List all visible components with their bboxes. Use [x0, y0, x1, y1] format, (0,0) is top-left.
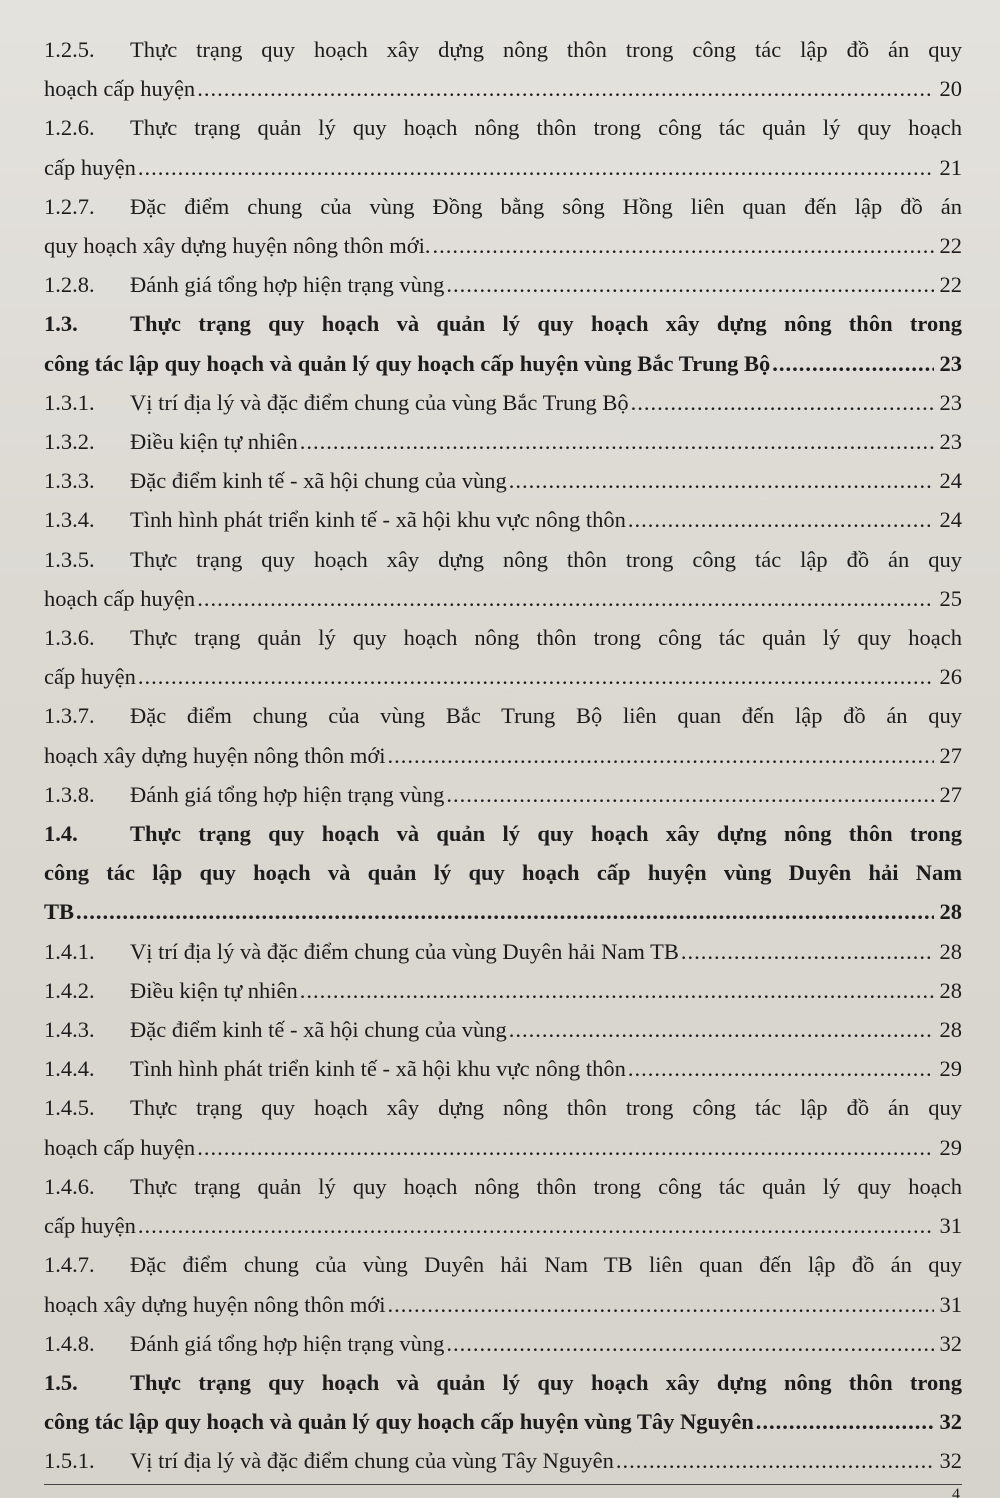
toc-subsection-entry: [44, 265, 962, 304]
toc-entry-title: Đặc điểm chung của vùng Bắc Trung Bộ liên quan đến lập đồ án quy: [130, 703, 962, 729]
toc-entry-line: [44, 344, 962, 383]
toc-entry-line: [44, 1245, 962, 1284]
toc-entry-line: [44, 932, 962, 971]
toc-entry-line: [44, 618, 962, 657]
toc-entry-line: [44, 892, 962, 931]
toc-entry-page-number: 21: [939, 154, 962, 180]
toc-subsection-entry: [44, 108, 962, 186]
toc-entry-title-continued: hoạch xây dựng huyện nông thôn mới: [44, 742, 386, 768]
toc-entry-page-number: 32: [939, 1448, 962, 1474]
toc-entry-title-continued: cấp huyện: [44, 154, 136, 180]
toc-entry-line: [44, 187, 962, 226]
toc-entry-number: 1.3.3.: [44, 468, 95, 494]
toc-entry-page-number: 22: [939, 272, 962, 298]
toc-entry-number: 1.5.: [44, 1369, 78, 1395]
toc-entry-title: Thực trạng quy hoạch và quản lý quy hoạch xây dựng nông thôn trong: [130, 311, 962, 337]
toc-entry-page-number: 23: [939, 350, 962, 376]
toc-entry-number: 1.3.1.: [44, 389, 95, 415]
dot-leader: [628, 1049, 934, 1088]
toc-entry-title: Thực trạng quản lý quy hoạch nông thôn trong công tác quản lý quy hoạch: [130, 625, 962, 651]
toc-entry-title: Đánh giá tổng hợp hiện trạng vùng: [130, 272, 445, 298]
toc-entry-page-number: 28: [939, 938, 962, 964]
footer-page-number: 4: [952, 1486, 960, 1498]
toc-entry-page-number: 22: [939, 233, 962, 259]
toc-entry-line: [44, 775, 962, 814]
toc-entry-title-continued: quy hoạch xây dựng huyện nông thôn mới.: [44, 233, 431, 259]
toc-entry-title: Thực trạng quy hoạch và quản lý quy hoạch xây dựng nông thôn trong: [130, 821, 962, 847]
toc-subsection-entry: [44, 383, 962, 422]
toc-entry-title: Vị trí địa lý và đặc điểm chung của vùng Bắc Trung Bộ: [130, 389, 629, 415]
toc-entry-line: [44, 1167, 962, 1206]
toc-subsection-entry: [44, 1324, 962, 1363]
toc-entry-title: Thực trạng quy hoạch xây dựng nông thôn trong công tác lập đồ án quy: [130, 546, 962, 572]
toc-entry-number: 1.4.: [44, 821, 78, 847]
toc-entry-number: 1.3.6.: [44, 625, 95, 651]
dot-leader: [388, 1285, 934, 1324]
toc-entry-number: 1.3.: [44, 311, 78, 337]
toc-entry-line: [44, 226, 962, 265]
toc-entry-title: Đánh giá tổng hợp hiện trạng vùng: [130, 1330, 445, 1356]
dot-leader: [138, 657, 934, 696]
dot-leader: [616, 1441, 934, 1480]
toc-entry-title: Điều kiện tự nhiên: [130, 977, 298, 1003]
toc-subsection-entry: [44, 1049, 962, 1088]
toc-entry-title-continued: hoạch cấp huyện: [44, 1134, 196, 1160]
toc-entry-number: 1.4.3.: [44, 1017, 95, 1043]
toc-entry-title-continued: cấp huyện: [44, 664, 136, 690]
toc-subsection-entry: [44, 932, 962, 971]
toc-subsection-entry: [44, 696, 962, 774]
dot-leader: [197, 579, 934, 618]
toc-entry-page-number: 28: [939, 899, 962, 925]
toc-subsection-entry: [44, 540, 962, 618]
toc-entry-page-number: 23: [939, 389, 962, 415]
toc-subsection-entry: [44, 1010, 962, 1049]
toc-entry-number: 1.2.5.: [44, 37, 95, 62]
toc-subsection-entry: [44, 971, 962, 1010]
toc-entry-title: Thực trạng quản lý quy hoạch nông thôn trong công tác quản lý quy hoạch: [130, 1173, 962, 1199]
dot-leader: [756, 1402, 934, 1441]
toc-entry-page-number: 25: [939, 585, 962, 611]
toc-entry-title-continued: hoạch xây dựng huyện nông thôn mới: [44, 1291, 386, 1317]
toc-entry-line: [44, 1441, 962, 1480]
dot-leader: [138, 148, 934, 187]
toc-entry-line: [44, 500, 962, 539]
dot-leader: [446, 775, 934, 814]
toc-entry-number: 1.4.8.: [44, 1330, 95, 1356]
toc-entry-title: Thực trạng quy hoạch xây dựng nông thôn trong công tác lập đồ án quy: [130, 37, 962, 62]
toc-entry-title-continued: hoạch cấp huyện: [44, 585, 196, 611]
toc-subsection-entry: [44, 500, 962, 539]
toc-entry-page-number: 32: [939, 1330, 962, 1356]
dot-leader: [76, 892, 934, 931]
toc-entry-number: 1.4.7.: [44, 1252, 95, 1278]
toc-entry-title: Đánh giá tổng hợp hiện trạng vùng: [130, 781, 445, 807]
dot-leader: [509, 1010, 934, 1049]
toc-entry-number: 1.2.7.: [44, 193, 95, 219]
toc-entry-title: Đặc điểm kinh tế - xã hội chung của vùng: [130, 1017, 507, 1043]
toc-entry-title: Điều kiện tự nhiên: [130, 429, 298, 455]
toc-entry-line: [44, 814, 962, 853]
dot-leader: [138, 1206, 934, 1245]
toc-entry-page-number: 28: [939, 977, 962, 1003]
toc-subsection-entry: [44, 1088, 962, 1166]
toc-entry-line: [44, 696, 962, 735]
dot-leader: [772, 344, 934, 383]
toc-entry-page-number: 31: [939, 1291, 962, 1317]
toc-section-entry: [44, 1363, 962, 1441]
toc-entry-page-number: 31: [939, 1213, 962, 1239]
toc-entry-line: [44, 148, 962, 187]
toc-entry-title: Thực trạng quản lý quy hoạch nông thôn trong công tác quản lý quy hoạch: [130, 115, 962, 141]
toc-entry-title: Đặc điểm kinh tế - xã hội chung của vùng: [130, 468, 507, 494]
toc-entry-number: 1.4.6.: [44, 1173, 95, 1199]
toc-entry-line: [44, 1324, 962, 1363]
toc-entry-title-continued: công tác lập quy hoạch và quản lý quy hoạch cấp huyện vùng Duyên hải Nam: [44, 860, 962, 886]
toc-entry-number: 1.3.7.: [44, 703, 95, 729]
toc-entry-line: [44, 422, 962, 461]
toc-entry-page-number: 23: [939, 429, 962, 455]
toc-entry-number: 1.4.1.: [44, 938, 95, 964]
toc-subsection-entry: [44, 1441, 962, 1480]
toc-entry-line: [44, 657, 962, 696]
toc-entry-line: [44, 383, 962, 422]
toc-entry-page-number: 29: [939, 1056, 962, 1082]
toc-subsection-entry: [44, 775, 962, 814]
toc-entry-number: 1.3.4.: [44, 507, 95, 533]
dot-leader: [433, 226, 934, 265]
toc-entry-page-number: 26: [939, 664, 962, 690]
toc-subsection-entry: [44, 618, 962, 696]
footer-rule: [44, 1484, 962, 1485]
toc-entry-line: [44, 853, 962, 892]
dot-leader: [631, 383, 934, 422]
toc-entry-title-continued: cấp huyện: [44, 1213, 136, 1239]
toc-entry-title-continued: công tác lập quy hoạch và quản lý quy hoạch cấp huyện vùng Tây Nguyên: [44, 1409, 754, 1435]
toc-entry-line: [44, 108, 962, 147]
toc-subsection-entry: [44, 1167, 962, 1245]
dot-leader: [300, 971, 934, 1010]
toc-entry-line: [44, 1363, 962, 1402]
dot-leader: [388, 736, 934, 775]
toc-entry-line: [44, 1402, 962, 1441]
toc-entry-title: Thực trạng quy hoạch và quản lý quy hoạch xây dựng nông thôn trong: [130, 1369, 962, 1395]
dot-leader: [446, 1324, 934, 1363]
toc-entry-line: [44, 69, 962, 108]
toc-entry-number: 1.3.5.: [44, 546, 95, 572]
toc-subsection-entry: [44, 461, 962, 500]
toc-entry-page-number: 24: [939, 507, 962, 533]
toc-entry-number: 1.2.8.: [44, 272, 95, 298]
toc-entry-page-number: 24: [939, 468, 962, 494]
toc-entry-title: Vị trí địa lý và đặc điểm chung của vùng Duyên hải Nam TB: [130, 938, 679, 964]
toc-entry-title-continued: công tác lập quy hoạch và quản lý quy hoạch cấp huyện vùng Bắc Trung Bộ: [44, 350, 771, 376]
toc-entry-line: [44, 1128, 962, 1167]
toc-entry-number: 1.4.5.: [44, 1095, 95, 1121]
toc-subsection-entry: [44, 1245, 962, 1323]
toc-entry-page-number: 32: [939, 1409, 962, 1435]
dot-leader: [446, 265, 934, 304]
toc-entry-line: [44, 1049, 962, 1088]
toc-entry-title: Vị trí địa lý và đặc điểm chung của vùng Tây Nguyên: [130, 1448, 614, 1474]
toc-entry-line: [44, 1206, 962, 1245]
toc-entry-number: 1.3.2.: [44, 429, 95, 455]
toc-subsection-entry: [44, 30, 962, 108]
toc-entry-number: 1.3.8.: [44, 781, 95, 807]
toc-entry-page-number: 20: [939, 76, 962, 102]
toc-entry-line: [44, 971, 962, 1010]
toc-entry-line: [44, 1285, 962, 1324]
toc-entry-line: [44, 579, 962, 618]
dot-leader: [509, 461, 934, 500]
dot-leader: [628, 500, 934, 539]
toc-entry-title: Đặc điểm chung của vùng Duyên hải Nam TB liên quan đến lập đồ án quy: [130, 1252, 962, 1278]
dot-leader: [197, 69, 934, 108]
toc-section-entry: [44, 304, 962, 382]
toc-entry-line: [44, 461, 962, 500]
dot-leader: [681, 932, 934, 971]
toc-entry-line: [44, 1088, 962, 1127]
toc-entry-line: [44, 736, 962, 775]
toc-entry-line: [44, 30, 962, 69]
toc-entry-line: [44, 265, 962, 304]
toc-entry-page-number: 27: [939, 781, 962, 807]
toc-entry-page-number: 28: [939, 1017, 962, 1043]
toc-entry-number: 1.2.6.: [44, 115, 95, 141]
toc-section-entry: [44, 814, 962, 932]
toc-entry-line: [44, 1010, 962, 1049]
toc-entry-line: [44, 304, 962, 343]
toc-entry-title: Đặc điểm chung của vùng Đồng bằng sông Hồng liên quan đến lập đồ án: [130, 193, 962, 219]
toc-entry-title: Tình hình phát triển kinh tế - xã hội khu vực nông thôn: [130, 1056, 626, 1082]
dot-leader: [300, 422, 934, 461]
toc-entry-line: [44, 540, 962, 579]
toc-entry-title-continued: hoạch cấp huyện: [44, 76, 196, 102]
table-of-contents: [44, 30, 962, 1481]
toc-entry-page-number: 27: [939, 742, 962, 768]
toc-entry-title: Thực trạng quy hoạch xây dựng nông thôn trong công tác lập đồ án quy: [130, 1095, 962, 1121]
toc-subsection-entry: [44, 187, 962, 265]
toc-entry-page-number: 29: [939, 1134, 962, 1160]
dot-leader: [197, 1128, 934, 1167]
toc-subsection-entry: [44, 422, 962, 461]
toc-entry-number: 1.4.4.: [44, 1056, 95, 1082]
toc-entry-title: Tình hình phát triển kinh tế - xã hội khu vực nông thôn: [130, 507, 626, 533]
toc-entry-title-continued: TB: [44, 899, 75, 925]
toc-entry-number: 1.4.2.: [44, 977, 95, 1003]
toc-entry-number: 1.5.1.: [44, 1448, 95, 1474]
